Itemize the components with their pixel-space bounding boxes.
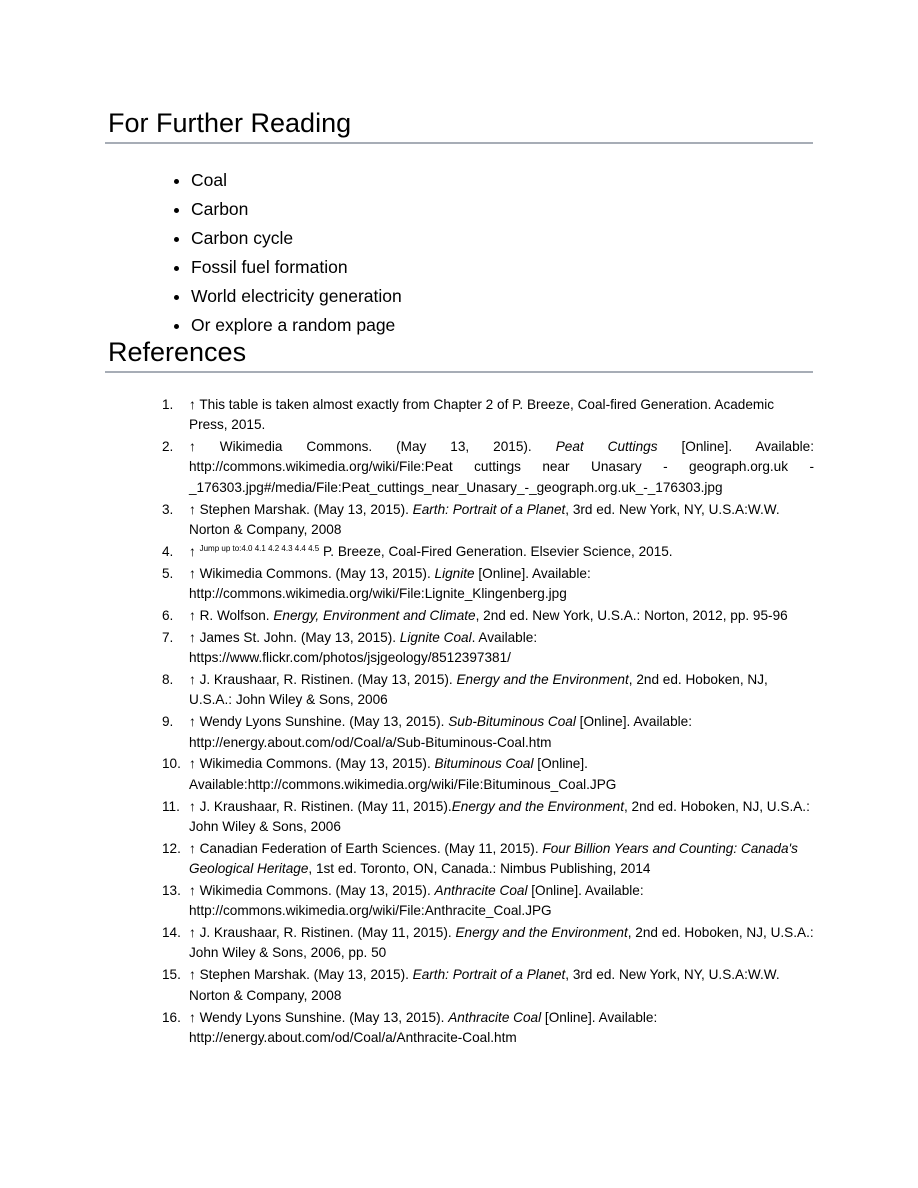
reference-title: Peat Cuttings	[555, 439, 658, 455]
reference-text: ↑ Stephen Marshak. (May 13, 2015).	[189, 501, 413, 517]
reading-link-carbon-cycle[interactable]: • Carbon cycle	[191, 224, 402, 253]
reference-item	[162, 670, 814, 711]
reference-number: 13.	[162, 882, 181, 898]
reference-number: 2.	[162, 439, 174, 455]
reference-item	[162, 1008, 814, 1049]
reference-number: 12.	[162, 840, 181, 856]
reference-item	[162, 839, 814, 880]
reference-item	[162, 797, 814, 838]
reading-link-carbon[interactable]: • Carbon	[191, 195, 402, 224]
reference-title: Four Billion Years and Counting: Canada's Geological Heritage	[189, 840, 798, 877]
further-reading-list	[160, 166, 402, 340]
reference-details[interactable]: [Online]. Available:http://commons.wikimedia.org/wiki/File:Bituminous_Coal.JPG	[189, 756, 617, 792]
reference-number: 15.	[162, 967, 181, 983]
reference-title: Lignite	[434, 565, 475, 581]
reference-item	[162, 500, 814, 541]
reference-text: ↑ Wendy Lyons Sunshine. (May 13, 2015).	[189, 714, 449, 730]
reference-title: Energy, Environment and Climate	[273, 607, 476, 623]
reference-text: ↑ J. Kraushaar, R. Ristinen. (May 13, 2015).	[189, 672, 457, 688]
reference-details: , 2nd ed. Hoboken, NJ, U.S.A.: John Wiley & Sons, 2006	[189, 798, 810, 834]
reference-details[interactable]: [Online]. Available: http://commons.wikimedia.org/wiki/File:Anthracite_Coal.JPG	[189, 882, 644, 919]
reference-text: ↑ J. Kraushaar, R. Ristinen. (May 11, 2015).	[189, 798, 452, 814]
reference-number: 4.	[162, 543, 174, 559]
reference-title: Energy and the Environment	[455, 925, 628, 941]
reference-item	[162, 437, 815, 498]
reference-title: Anthracite Coal	[448, 1009, 542, 1025]
reference-title: Sub-Bituminous Coal	[448, 714, 576, 730]
reference-details[interactable]: [Online]. Available: http://energy.about.com/od/Coal/a/Anthracite-Coal.htm	[189, 1009, 658, 1045]
reference-text: ↑ R. Wolfson.	[189, 607, 274, 623]
further-reading-heading: For Further Reading	[105, 107, 813, 144]
reading-link-fossil-fuel-formation[interactable]: • Fossil fuel formation	[191, 253, 402, 282]
reference-text: ↑ Wikimedia Commons. (May 13, 2015).	[189, 882, 435, 898]
jump-up-links[interactable]: Jump up to:4.0 4.1 4.2 4.3 4.4 4.5	[199, 543, 320, 553]
references-list	[162, 395, 815, 1050]
reference-details[interactable]: [Online]. Available: http://energy.about.com/od/Coal/a/Sub-Bituminous-Coal.htm	[189, 714, 693, 750]
reference-number: 8.	[162, 672, 174, 688]
reference-number: 11.	[162, 798, 180, 814]
reference-text: ↑ Wendy Lyons Sunshine. (May 13, 2015).	[189, 1009, 449, 1025]
reference-item	[162, 628, 814, 669]
reference-details: , 2nd ed. Hoboken, NJ, U.S.A.: John Wiley & Sons, 2006, pp. 50	[189, 925, 814, 961]
reference-title: Energy and the Environment	[451, 798, 624, 814]
reference-details[interactable]: [Online]. Available: http://commons.wikimedia.org/wiki/File:Peat cuttings near Unasary - geograph.org.uk - _176303.jpg#/media/File:Peat_cuttings_near_Unasary_-_geograph.org.uk_-_176303.jpg	[189, 439, 815, 495]
reference-item	[162, 754, 814, 795]
reference-text: ↑	[189, 543, 200, 559]
reference-title: Anthracite Coal	[434, 882, 528, 898]
reference-details: , 2nd ed. Hoboken, NJ, U.S.A.: John Wiley & Sons, 2006	[189, 672, 768, 708]
reference-details[interactable]: [Online]. Available: http://commons.wikimedia.org/wiki/File:Lignite_Klingenberg.jpg	[189, 565, 591, 602]
reading-link-coal[interactable]: • Coal	[191, 166, 402, 195]
reference-text: ↑ Wikimedia Commons. (May 13, 2015).	[189, 565, 435, 581]
reference-number: 6.	[162, 607, 174, 623]
reference-number: 16.	[162, 1009, 181, 1025]
reference-number: 10.	[162, 756, 181, 772]
reference-number: 5.	[162, 565, 174, 581]
reference-title: Earth: Portrait of a Planet	[412, 501, 566, 517]
reference-item	[162, 923, 814, 964]
reference-title: Energy and the Environment	[456, 672, 629, 688]
reference-details: , 3rd ed. New York, NY, U.S.A:W.W. Norton & Company, 2008	[189, 501, 780, 537]
reference-item	[162, 542, 814, 562]
reference-title: Bituminous Coal	[434, 756, 534, 772]
reference-text: ↑ J. Kraushaar, R. Ristinen. (May 11, 2015).	[189, 925, 456, 941]
reference-item	[162, 712, 814, 753]
reference-title: Lignite Coal	[399, 629, 472, 645]
reference-text: ↑ Stephen Marshak. (May 13, 2015).	[189, 967, 413, 983]
reference-details: , 3rd ed. New York, NY, U.S.A:W.W. Norton & Company, 2008	[189, 967, 780, 1003]
reference-number: 7.	[162, 629, 174, 645]
reading-link-random-page[interactable]: • Or explore a random page	[191, 311, 402, 340]
reference-text: ↑ Wikimedia Commons. (May 13, 2015).	[189, 439, 556, 455]
reference-details: P. Breeze, Coal-Fired Generation. Elsevier Science, 2015.	[319, 543, 673, 559]
reference-text: ↑ James St. John. (May 13, 2015).	[189, 629, 400, 645]
reference-number: 3.	[162, 501, 174, 517]
reference-number: 14.	[162, 925, 181, 941]
references-heading: References	[105, 336, 813, 373]
reference-title: Earth: Portrait of a Planet	[412, 967, 566, 983]
reference-details: , 1st ed. Toronto, ON, Canada.: Nimbus Publishing, 2014	[308, 861, 651, 877]
reference-item	[162, 395, 814, 436]
reference-details: , 2nd ed. New York, U.S.A.: Norton, 2012, pp. 95-96	[475, 607, 788, 623]
reference-item	[162, 606, 814, 626]
reference-item	[162, 881, 814, 922]
reference-item	[162, 564, 814, 605]
reference-number: 9.	[162, 714, 174, 730]
reference-text: ↑ Canadian Federation of Earth Sciences. (May 11, 2015).	[189, 840, 543, 856]
reference-text: ↑ Wikimedia Commons. (May 13, 2015).	[189, 756, 435, 772]
reference-number: 1.	[162, 397, 174, 412]
reading-link-world-electricity-generation[interactable]: • World electricity generation	[191, 282, 402, 311]
reference-item	[162, 965, 814, 1006]
reference-text: ↑ This table is taken almost exactly from Chapter 2 of P. Breeze, Coal-fired Generation. Academic Press, 2015.	[189, 397, 775, 433]
reference-details[interactable]: . Available: https://www.flickr.com/photos/jsjgeology/8512397381/	[189, 629, 538, 666]
